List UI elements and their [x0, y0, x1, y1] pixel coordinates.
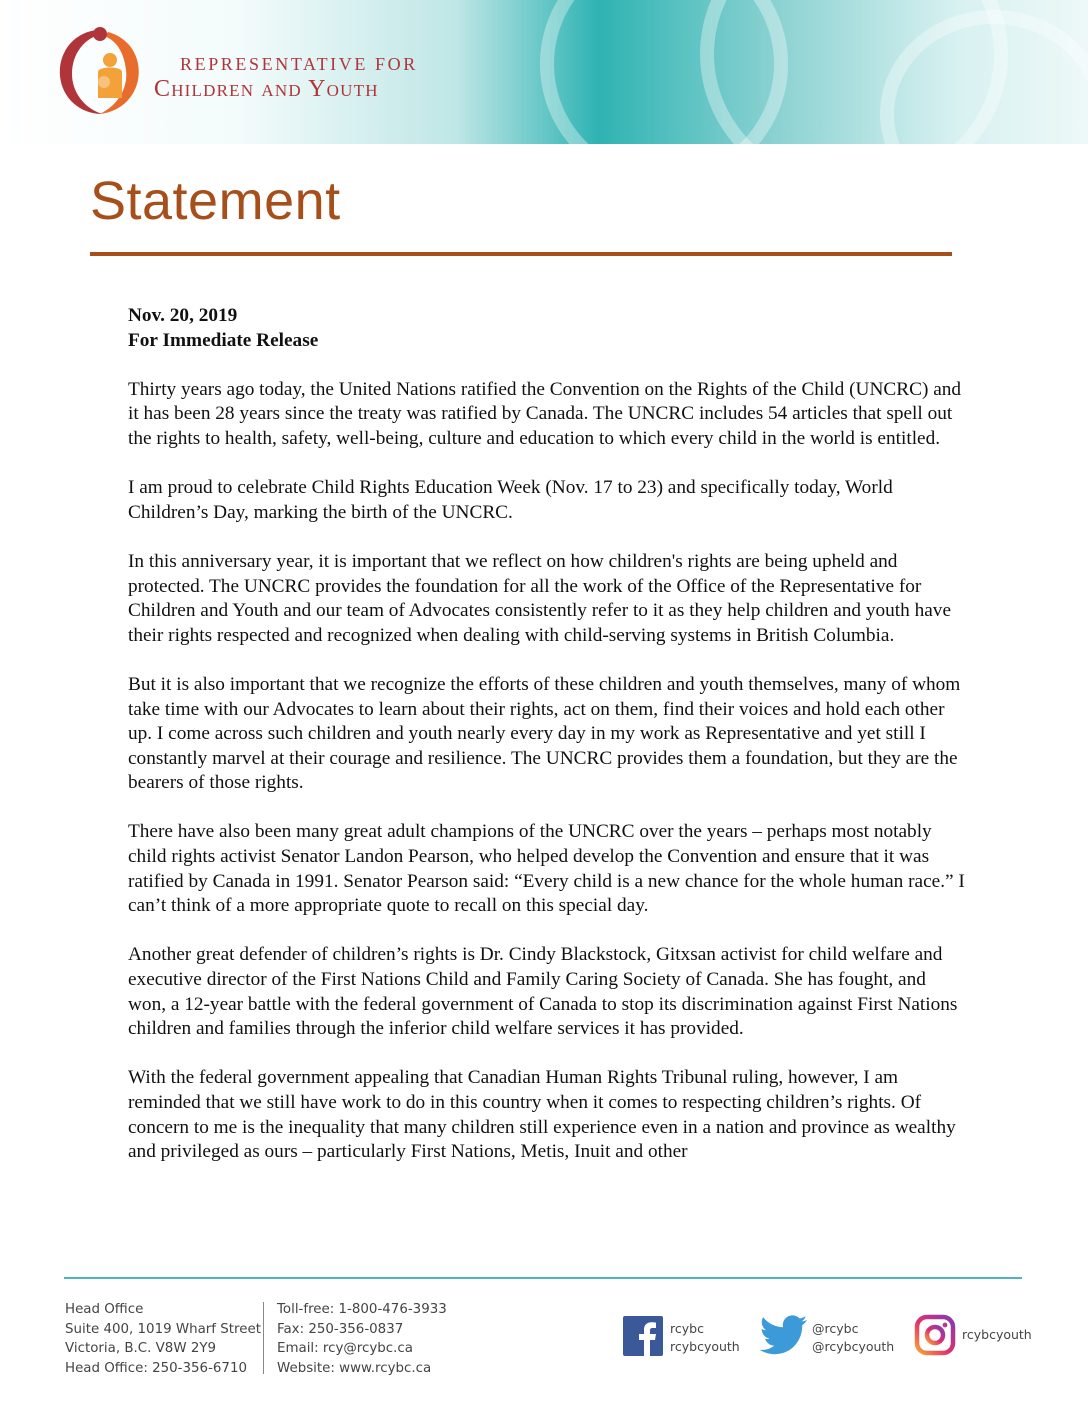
footer-divider — [64, 1277, 1022, 1279]
footer-separator — [263, 1302, 264, 1374]
footer-phone: Toll-free: 1-800-476-3933 — [277, 1302, 447, 1317]
footer-fax: Fax: 250-356-0837 — [277, 1321, 404, 1337]
paragraph: There have also been many great adult champions of the UNCRC over the years – perhaps most notably child rights activist Senator Landon Pearson, who helped develop the Convention and ensure that it was ratified by Canada in 1991. Senator Pearson said: “Every child is a new chance for the whole human race.” I can’t think of a more appropriate quote to recall on this special day. — [128, 821, 965, 917]
footer-email-link[interactable]: Email: rcy@rcybc.ca — [277, 1341, 413, 1356]
facebook-icon[interactable] — [623, 1316, 663, 1356]
footer-website-link[interactable]: Website: www.rcybc.ca — [277, 1360, 432, 1376]
paragraph: I am proud to celebrate Child Rights Education Week (Nov. 17 to 23) and specifically today, World Children’s Day, marking the birth of the UNCRC. — [128, 477, 893, 523]
footer-contact — [277, 1300, 447, 1378]
paragraph: Another great defender of children’s rights is Dr. Cindy Blackstock, Gitxsan activist for child welfare and executive director of the First Nations Child and Family Caring Society of Canada. She has fought, and won, a 12-year battle with the federal government of Canada to stop its discrimination against First Nations children and families through the inferior child welfare services it has provided. — [128, 944, 958, 1040]
rcy-logo-icon — [56, 24, 142, 116]
twitter-handles — [812, 1320, 894, 1356]
twitter-icon[interactable] — [760, 1314, 808, 1356]
instagram-handles — [962, 1326, 1032, 1344]
paragraph: But it is also important that we recognize the efforts of these children and youth themselves, many of whom take time with our Advocates to learn about their rights, act on them, find their voices and hold each other up. I come across such children and youth nearly every day in my work as Representative and yet still I constantly marvel at their courage and resilience. The UNCRC provides them a foundation, but they are the bearers of those rights. — [128, 673, 961, 794]
paragraph: Thirty years ago today, the United Nations ratified the Convention on the Rights of the Child (UNCRC) and it has been 28 years since the treaty was ratified by Canada. The UNCRC includes 54 articles that spell out the rights to health, safety, well-being, culture and education to which every child in the world is entitled. — [128, 378, 962, 449]
facebook-handles — [670, 1320, 740, 1356]
paragraph: In this anniversary year, it is important that we reflect on how children's rights are being upheld and protected. The UNCRC provides the foundation for all the work of the Office of the Representative for Children and Youth and our team of Advocates consistently refer to it as they help children and youth have their rights respected and recognized when dealing with child-serving systems in British Columbia. — [128, 550, 952, 646]
org-name-line1: REPRESENTATIVE FOR — [180, 54, 418, 74]
footer-address — [65, 1300, 261, 1378]
header-banner — [0, 0, 1088, 144]
statement-date: Nov. 20, 2019 — [128, 305, 238, 326]
release-note: For Immediate Release — [128, 329, 319, 351]
title-divider — [90, 252, 952, 256]
footer-address-line: Victoria, B.C. V8W 2Y9 — [65, 1341, 217, 1356]
footer-address-line: Suite 400, 1019 Wharf Street — [65, 1321, 261, 1337]
twitter-handle[interactable]: @rcybc — [812, 1321, 859, 1336]
org-name-line2: Children and Youth — [154, 76, 379, 102]
twitter-handle[interactable]: @rcybcyouth — [812, 1339, 895, 1354]
facebook-handle[interactable]: rcybc — [670, 1321, 704, 1336]
footer-address-line: Head Office: 250-356-6710 — [65, 1360, 247, 1376]
paragraph: With the federal government appealing that Canadian Human Rights Tribunal ruling, however, I am reminded that we still have work to do in this country when it comes to respecting children’s rights. Of concern to me is the inequality that many children still experience even in a nation and province as wealthy and privileged as ours – particularly First Nations, Metis, Inuit and other — [128, 1067, 956, 1163]
footer-address-line: Head Office — [65, 1302, 144, 1317]
facebook-handle[interactable]: rcybcyouth — [670, 1339, 740, 1354]
page-title: Statement — [90, 171, 341, 231]
statement-body — [128, 304, 968, 1189]
instagram-handle[interactable]: rcybcyouth — [962, 1327, 1032, 1342]
instagram-icon[interactable] — [914, 1314, 956, 1356]
